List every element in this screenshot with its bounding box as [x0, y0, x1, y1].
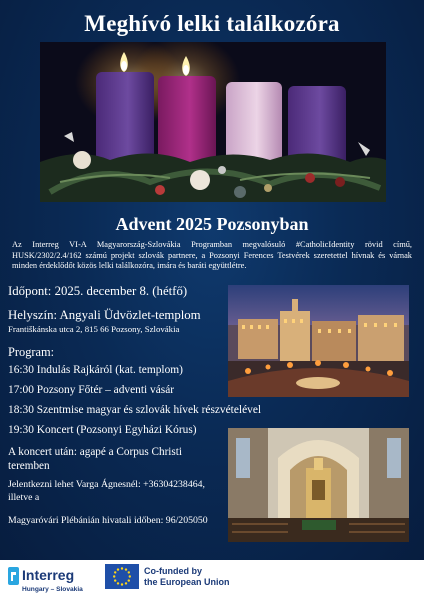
program-item: 18:30 Szentmise magyar és szlovák hívek részvételével [8, 404, 262, 416]
church-interior-photo [228, 428, 409, 542]
program-item: 17:00 Pozsony Főtér – adventi vásár [8, 384, 175, 396]
footer-logos [0, 560, 424, 600]
cofunded-text [144, 566, 230, 588]
intro-paragraph: Az Interreg VI-A Magyarország-Szlovákia Programban megvalósuló #CatholicIdentity rövid című, HUSK/2302/2.4/162 számú projekt szlovák partnere, a Pozsonyi Ferences Testvérek szeretettel hívnak és várnak minden érdeklődőt közös lelki találkozóra, imára és baráti együttlétre. [12, 240, 412, 271]
parish-office-info: Magyaróvári Plébánián hivatali időben: 96/205050 [8, 515, 208, 526]
event-place: Helyszín: Angyali Üdvözlet-templom [8, 308, 201, 322]
advent-wreath-illustration [40, 42, 386, 202]
interreg-region: Hungary – Slovakia [22, 586, 83, 593]
cofunded-line-2: the European Union [144, 577, 230, 587]
program-heading: Program: [8, 345, 55, 359]
eu-flag-icon [105, 564, 139, 589]
after-concert-note: A koncert után: agapé a Corpus Christi teremben [8, 446, 182, 472]
poster-title: Meghívó lelki találkozóra [84, 11, 340, 36]
cofunded-line-1: Co-funded by [144, 566, 202, 576]
bratislava-christmas-market-photo [228, 285, 409, 397]
event-address: Františkánska utca 2, 815 66 Pozsony, Szlovákia [8, 324, 180, 334]
event-date: Időpont: 2025. december 8. (hétfő) [8, 284, 188, 298]
contact-info: Jelentkezni lehet Varga Ágnesnél: +36304238464, illetve a [8, 479, 205, 503]
white-flower [73, 151, 91, 169]
interreg-name: Interreg [22, 567, 75, 583]
program-item: 16:30 Indulás Rajkáról (kat. templom) [8, 364, 183, 376]
advent-candles-image [40, 42, 386, 202]
interreg-mark-icon [8, 567, 19, 585]
interreg-logo [8, 563, 100, 595]
program-item: 19:30 Koncert (Pozsonyi Egyházi Kórus) [8, 424, 197, 436]
event-subtitle: Advent 2025 Pozsonyban [115, 214, 309, 234]
white-flower [190, 170, 210, 190]
